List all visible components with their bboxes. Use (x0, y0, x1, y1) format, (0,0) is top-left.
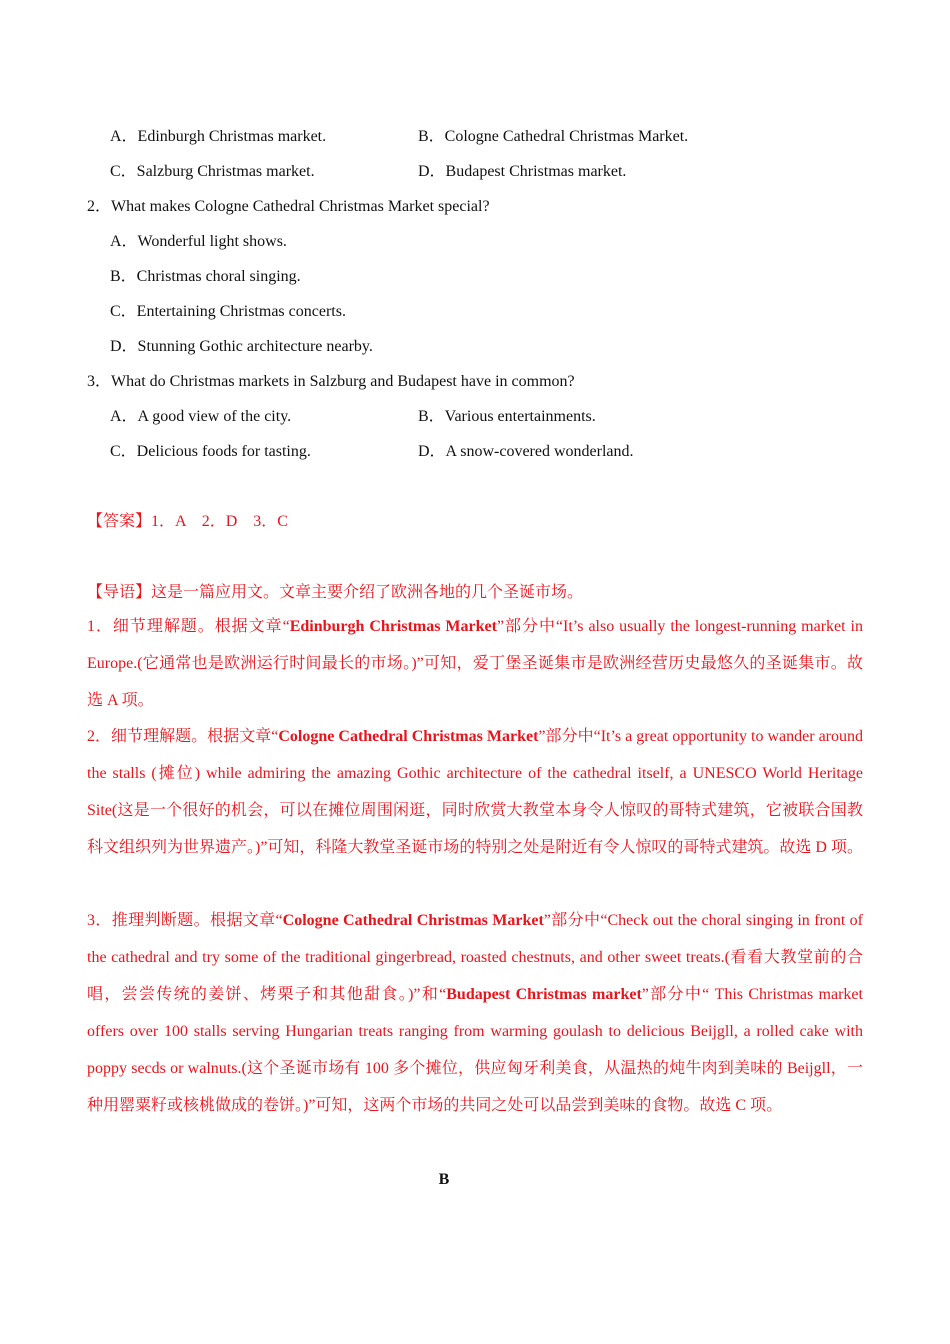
explanation-1 (87, 608, 863, 719)
intro-line (87, 583, 583, 603)
intro-text: 这是一篇应用文。文章主要介绍了欧洲各地的几个圣诞市场。 (151, 584, 584, 601)
explanation-3-prefix: 3．推理判断题。根据文章“ (87, 912, 283, 929)
explanation-1-body: ”部分中“It’s also usually the longest-running market in Europe.(它通常也是欧洲运行时间最长的市场。)”可知，爱丁堡圣诞集市是欧洲经营历史最悠久的圣诞集市。故选 A 项。 (87, 618, 863, 709)
explanation-3-heading-2: Budapest Christmas market (446, 986, 642, 1003)
answer-label: 【答案】 (87, 513, 152, 530)
answer-text: 1．A 2．D 3．C (151, 513, 288, 530)
q3-option-d: D．A snow-covered wonderland. (418, 443, 634, 460)
q1-option-c: C．Salzburg Christmas market. (110, 163, 315, 180)
explanation-2-heading: Cologne Cathedral Christmas Market (278, 728, 539, 745)
explanation-3-middle: ”部分中“Check out the choral singing in front of the cathedral and try some of the traditional gingerbread, roasted chestnuts, and other sweet treats.(看看大教堂前的合唱，尝尝传统的姜饼、烤栗子和其他甜食。)”和“ (87, 912, 863, 1003)
q2-option-d: D．Stunning Gothic architecture nearby. (110, 338, 373, 355)
explanation-1-heading: Edinburgh Christmas Market (289, 618, 497, 635)
explanation-1-prefix: 1．细节理解题。根据文章“ (87, 618, 290, 635)
explanation-2 (87, 718, 863, 866)
q2-option-b: B．Christmas choral singing. (110, 268, 301, 285)
q1-option-b: B．Cologne Cathedral Christmas Market. (418, 128, 689, 145)
explanation-2-body: ”部分中“It’s a great opportunity to wander around the stalls (摊位) while admiring the amazing Gothic architecture of the cathedral itself, a UNESCO World Heritage Site(这是一个很好的机会，可以在摊位周围闲逛，同时欣赏大教堂本身令人惊叹的哥特式建筑，它被联合国教科文组织列为世界遗产。)”可知，科隆大教堂圣诞市场的特别之处是附近有令人惊叹的哥特式建筑。故选 D 项。 (87, 728, 863, 856)
q1-option-d: D．Budapest Christmas market. (418, 163, 627, 180)
intro-label: 【导语】 (87, 584, 152, 601)
q2-option-c: C．Entertaining Christmas concerts. (110, 303, 346, 320)
q2-stem: 2．What makes Cologne Cathedral Christmas Market special? (87, 198, 490, 215)
explanation-2-prefix: 2．细节理解题。根据文章“ (87, 728, 279, 745)
q3-option-a: A．A good view of the city. (110, 408, 292, 425)
explanation-3-heading-1: Cologne Cathedral Christmas Market (282, 912, 544, 929)
q2-option-a: A．Wonderful light shows. (110, 233, 287, 250)
answer-line (87, 512, 288, 532)
explanation-3 (87, 902, 863, 1124)
q3-stem: 3．What do Christmas markets in Salzburg and Budapest have in common? (87, 373, 575, 390)
section-letter: B (438, 1171, 450, 1188)
q3-option-c: C．Delicious foods for tasting. (110, 443, 311, 460)
q1-option-a: A．Edinburgh Christmas market. (110, 128, 327, 145)
q3-option-b: B．Various entertainments. (418, 408, 596, 425)
explanation-3-body: ”部分中“ This Christmas market offers over 100 stalls serving Hungarian treats ranging from warming goulash to delicious Beijgll, a rolled cake with poppy secds or walnuts.(这个圣诞市场有 100 多个摊位，供应匈牙利美食，从温热的炖牛肉到美味的 Beijgll，一种用罂粟籽或核桃做成的卷饼。)”可知，这两个市场的共同之处可以品尝到美味的食物。故选 C 项。 (87, 986, 863, 1114)
